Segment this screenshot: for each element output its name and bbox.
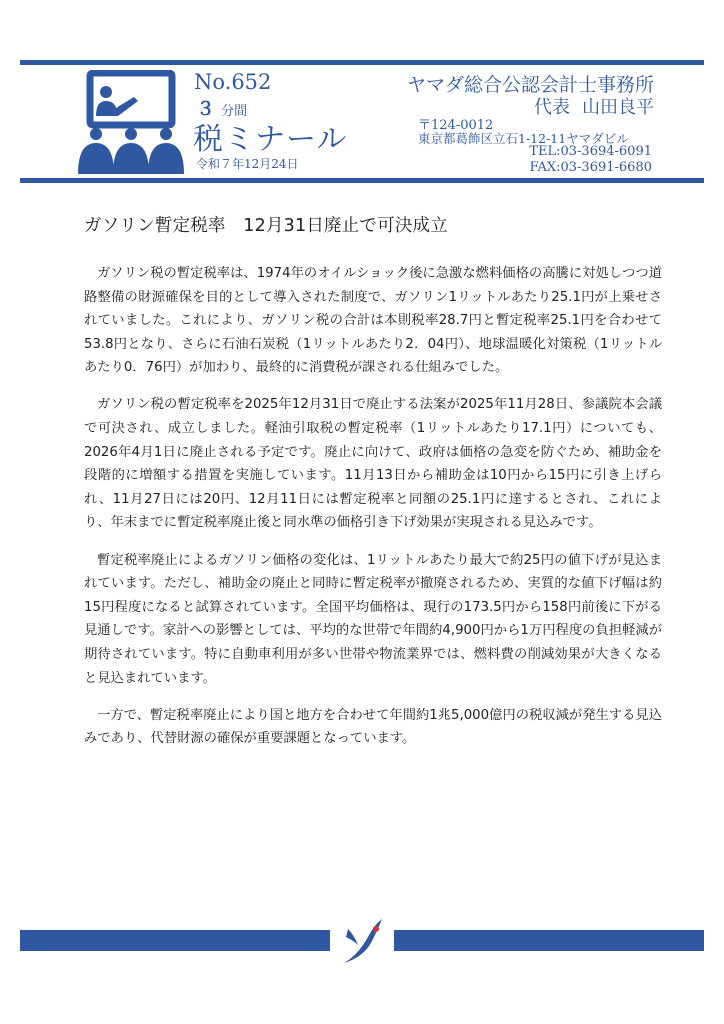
issue-date: 令和７年12月24日: [196, 157, 299, 171]
article-paragraph: ガソリン税の暫定税率を2025年12月31日で廃止する法案が2025年11月28日、参議院本会議で可決され、成立しました。軽油引取税の暫定税率（1リットルあたり17.1円）についても、2026年4月1日に廃止される予定です。廃止に向けて、政府は価格の急変を防ぐため、補助金を段階的に増額する措置を実施しています。11月13日から補助金は10円から15円に引き上げられ、11月27日には20円、12月11日には暫定税率と同額の25.1円に達するとされ、これにより、年末までに暫定税率廃止後と同水準の価格引き下げ効果が実現される見込みです。: [84, 397, 662, 531]
reading-time-number: ３: [196, 98, 216, 120]
article-paragraph: 暫定税率廃止によるガソリン価格の変化は、1リットルあたり最大で約25円の値下げが見込まれています。ただし、補助金の廃止と同時に暫定税率が撤廃されるため、実質的な値下げ幅は約15円程度になると試算されています。全国平均価格は、現行の173.5円から158円前後に下がる見通しです。家計への影響としては、平均的な世帯で年間約4,900円から1万円程度の負担軽減が期待されています。特に自動車利用が多い世帯や物流業界では、燃料費の削減効果が大きくなると見込まれています。: [84, 552, 662, 686]
representative-title: 代表: [534, 97, 570, 118]
firm-fax: FAX:03-3691-6680: [529, 160, 652, 175]
header-top-rule: [20, 60, 704, 65]
brand-swoosh-logo: [338, 915, 386, 967]
article-body: [84, 262, 662, 764]
firm-representative: [534, 93, 654, 119]
article-paragraph: ガソリン税の暫定税率は、1974年のオイルショック後に急激な燃料価格の高騰に対処しつつ道路整備の財源確保を目的として導入された制度で、ガソリン1リットルあたり25.1円が上乗せされていました。これにより、ガソリン税の合計は本則税率28.7円と暫定税率25.1円を合わせて53.8円となり、さらに石油石炭税（1リットルあたり2．04円）、地球温暖化対策税（1リットルあたり0．76円）が加わり、最終的に消費税が課される仕組みでした。: [84, 266, 662, 376]
issue-number: No.652: [194, 70, 272, 94]
firm-zip-code: 〒124-0012: [418, 118, 494, 133]
firm-tel: TEL:03-3694-6091: [529, 144, 652, 159]
article-paragraph: 一方で、暫定税率廃止により国と地方を合わせて年間約1兆5,000億円の税収減が発生する見込みであり、代替財源の確保が重要課題となっています。: [84, 707, 662, 747]
footer-bar-right: [394, 930, 704, 951]
seminar-presentation-icon: [76, 70, 186, 176]
newsletter-title: 税ミナール: [193, 122, 348, 157]
firm-name: ヤマダ総合公認会計士事務所: [406, 74, 654, 96]
header-bottom-rule: [20, 178, 704, 183]
representative-name: 山田良平: [582, 97, 654, 118]
article-title: ガソリン暫定税率 12月31日廃止で可決成立: [84, 216, 448, 236]
reading-time-unit: 分間: [221, 104, 248, 119]
firm-address: 東京都葛飾区立石1-12-11ヤマダビル: [418, 131, 629, 146]
footer-bar-left: [20, 930, 330, 951]
